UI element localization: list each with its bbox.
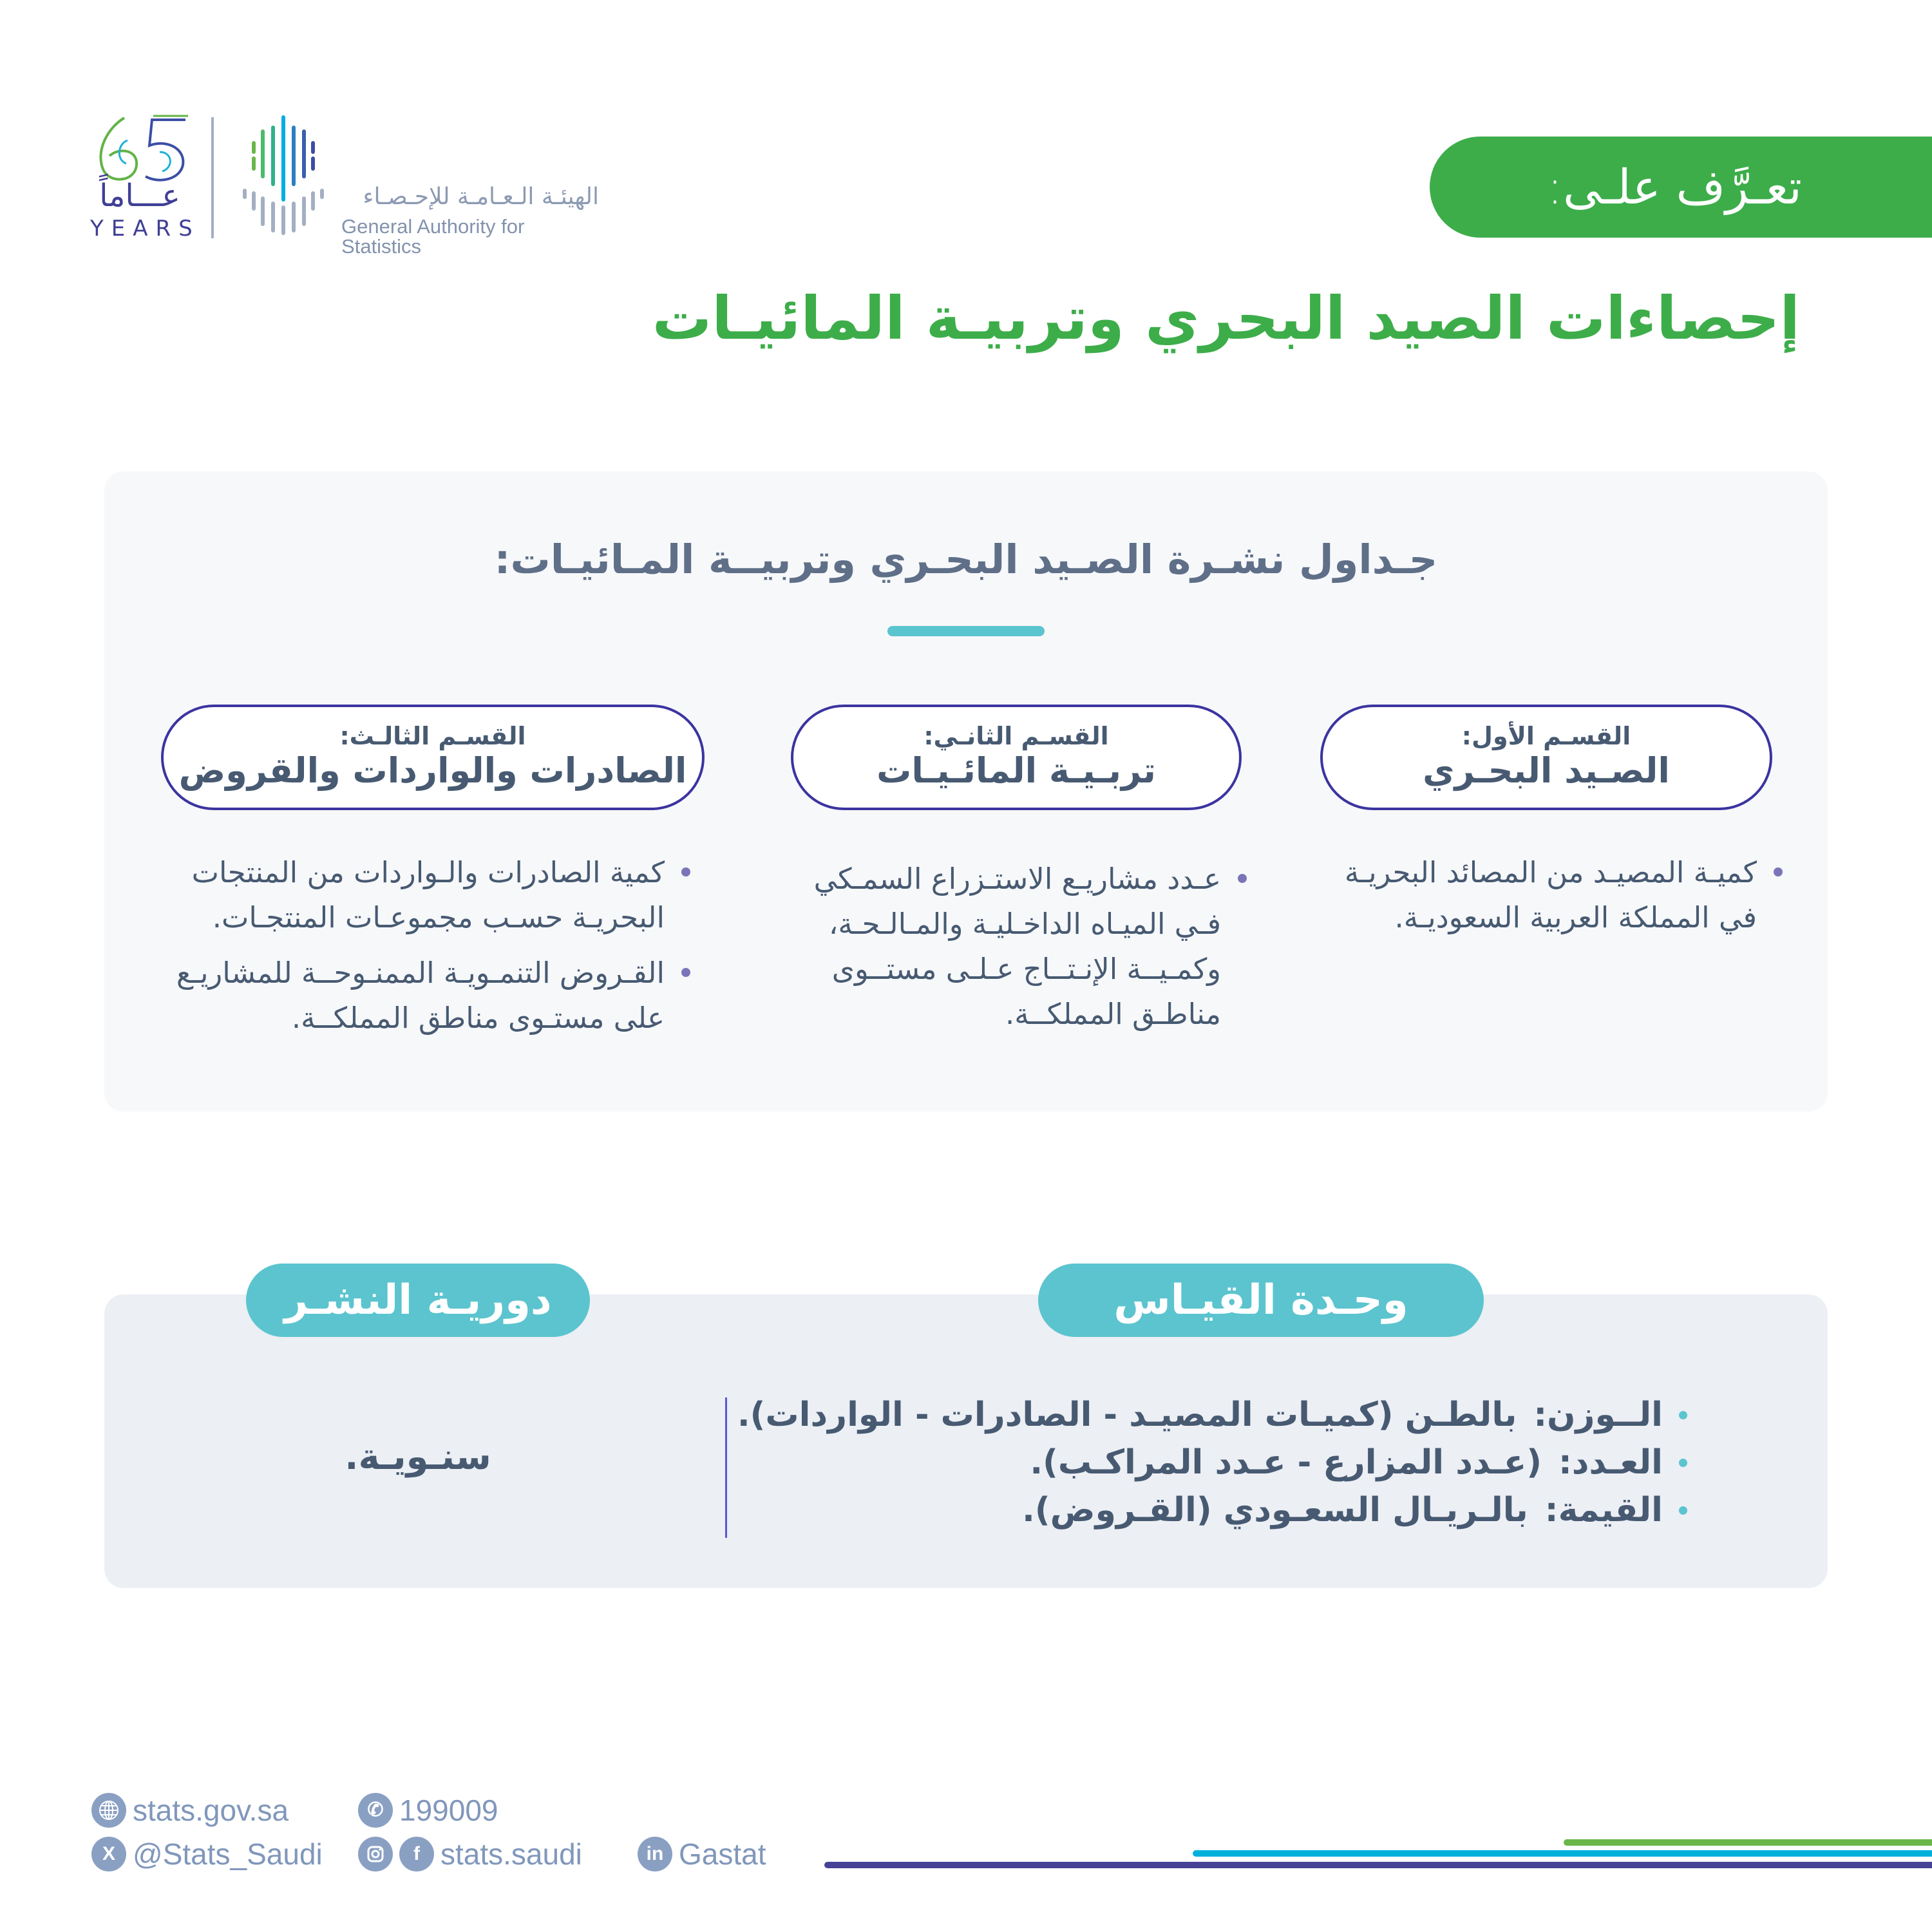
section-pill-trade-loans: [161, 705, 705, 810]
gastat-logo-icon: [238, 115, 328, 237]
section-bullets-aquaculture: [783, 857, 1247, 1047]
section-number: القسـم الأول:: [1461, 721, 1631, 750]
unit-label: العـدد:: [1558, 1443, 1663, 1482]
heading-accent-bar: [887, 626, 1045, 636]
decorative-stripe-green: [1564, 1839, 1932, 1846]
publication-frequency-pill: [246, 1264, 590, 1337]
linkedin-link[interactable]: [638, 1837, 766, 1871]
unit-value: بالـريـال السعـودي (القـروض).: [1022, 1491, 1528, 1530]
unit-value: (عـدد المزارع - عـدد المراكـب).: [1030, 1443, 1542, 1482]
list-item: [786, 1439, 1687, 1486]
section-pill-marine-fishing: [1320, 705, 1772, 810]
measure-divider: [725, 1397, 727, 1538]
phone-link[interactable]: [358, 1793, 498, 1828]
tables-panel-heading: جـداول نشـرة الصـيد البحـري وتربيــة المـائيـات:: [494, 536, 1438, 583]
decorative-stripe-cyan: [1193, 1850, 1932, 1857]
section-bullets-marine-fishing: [1306, 850, 1783, 951]
list-item: [786, 1486, 1687, 1534]
unit-label: الــوزن:: [1533, 1396, 1663, 1434]
unit-of-measure-label: وحـدة القيـاس: [1113, 1276, 1408, 1324]
intro-tab: [1430, 137, 1932, 238]
publication-frequency-label: دوريـة النشـر: [284, 1276, 552, 1324]
phone-icon: ✆: [358, 1793, 393, 1828]
section-number: القسـم الثانـي:: [923, 721, 1109, 750]
publication-frequency-value: سنـويـة.: [345, 1436, 491, 1478]
social-handle: stats.saudi: [440, 1837, 582, 1871]
list-item: كمية الصادرات والـواردات من المنتجات البحريـة حسـب مجموعـات المنتجـات.: [137, 850, 690, 940]
anniversary-english: YEARS: [90, 216, 200, 242]
list-item: [737, 1391, 1687, 1439]
website-text: stats.gov.sa: [133, 1794, 289, 1827]
website-link[interactable]: [91, 1793, 289, 1828]
phone-text: 199009: [399, 1794, 498, 1827]
list-item: القـروض التنمـويـة الممنـوحــة للمشاريـع على مستـوى مناطق المملكــة.: [137, 951, 690, 1041]
sixty-five-icon: [89, 115, 192, 185]
unit-of-measure-pill: [1038, 1264, 1484, 1337]
globe-icon: [91, 1793, 126, 1828]
decorative-stripe-purple: [824, 1862, 1932, 1868]
section-bullets-trade-loans: [137, 850, 690, 1051]
section-title: تربـيـة المائـيـات: [876, 750, 1156, 791]
section-pill-aquaculture: [791, 705, 1242, 810]
twitter-link[interactable]: [91, 1837, 323, 1871]
list-item: عـدد مشاريـع الاستـزراع السمـكي فـي الميـاه الداخـليـة والمـالـحـة، وكمـيــة الإنـتــاج عـلـى مستــوى مناطـق المملكــة.: [783, 857, 1247, 1037]
linkedin-handle: Gastat: [679, 1837, 766, 1871]
intro-tab-label: تعـرَّف علـى:: [1547, 159, 1802, 215]
section-title: الصادرات والواردات والقروض: [178, 750, 687, 791]
anniversary-arabic: عـــاماً: [99, 178, 180, 214]
section-title: الصـيد البحـري: [1423, 750, 1670, 791]
list-item: كميـة المصيـد من المصائد البحريـة في المملكة العربية السعوديـة.: [1306, 850, 1783, 940]
unit-label: القيمة:: [1544, 1491, 1663, 1530]
page-title: إحصاءات الصيد البحري وتربيـة المائيـات: [652, 284, 1800, 353]
section-number: القسـم الثالـث:: [339, 721, 526, 750]
facebook-icon: f: [399, 1837, 434, 1871]
org-name-english: General Authority for Statistics: [341, 215, 525, 258]
org-name-arabic: الهيئـة الـعـامـة للإحـصـاء: [363, 184, 599, 210]
instagram-facebook-link[interactable]: [358, 1837, 582, 1871]
unit-value: بالطـن (كميـات المصيـد - الصادرات - الواردات).: [737, 1396, 1517, 1434]
units-list: [737, 1391, 1687, 1534]
twitter-handle: @Stats_Saudi: [133, 1837, 323, 1871]
logo-divider: [211, 117, 214, 238]
linkedin-icon: in: [638, 1837, 672, 1871]
anniversary-logo: [89, 115, 200, 243]
instagram-icon: [358, 1837, 393, 1871]
x-twitter-icon: X: [91, 1837, 126, 1871]
